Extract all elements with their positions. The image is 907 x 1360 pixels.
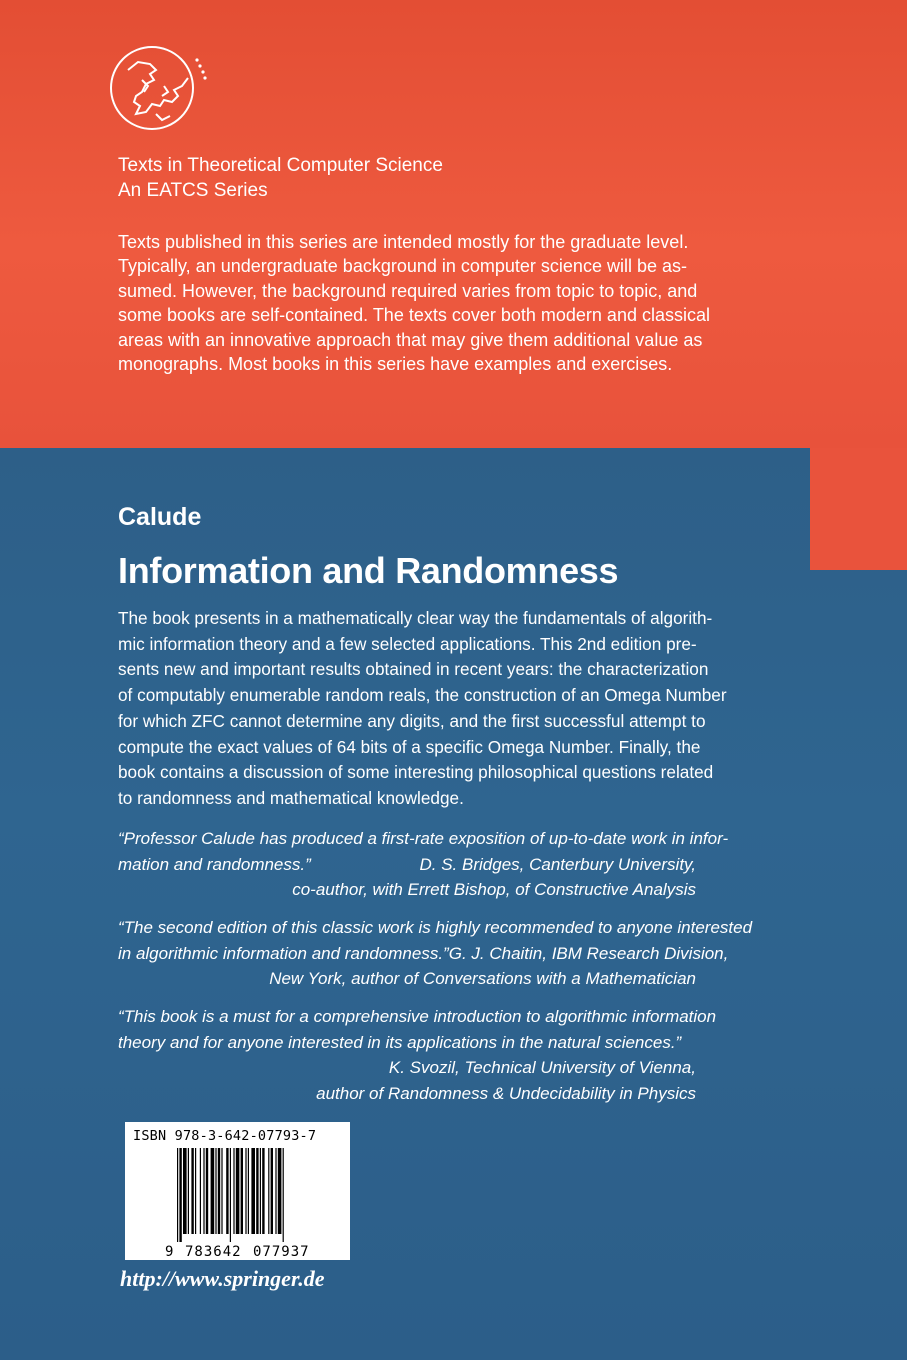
isbn-barcode — [125, 1122, 350, 1260]
book-author: Calude — [118, 503, 202, 531]
barcode-bar — [195, 1148, 196, 1234]
review-quote-bridges — [118, 826, 729, 903]
review-quote-svozil — [118, 1004, 717, 1106]
series-blurb — [118, 230, 710, 376]
quote-line-row — [118, 941, 729, 967]
quote-attribution: K. Svozil, Technical University of Vienna, — [388, 1058, 696, 1077]
quote-line-row — [118, 852, 696, 878]
barcode-bar — [188, 1148, 189, 1234]
barcode-digits-left: 783642 — [185, 1244, 242, 1260]
barcode-bar — [177, 1148, 178, 1242]
description-line: of computably enumerable random reals, the construction of an Omega Number — [118, 685, 727, 706]
blurb-line: Texts published in this series are intended mostly for the graduate level. — [118, 232, 689, 252]
barcode-bar — [278, 1148, 282, 1234]
quote-line: “The second edition of this classic work is highly recommended to anyone interested — [118, 918, 753, 937]
quote-line: theory and for anyone interested in its applications in the natural sciences.” — [118, 1032, 682, 1052]
description-line: for which ZFC cannot determine any digits, and the first successful attempt to — [118, 710, 706, 731]
blurb-line: sumed. However, the background required varies from topic to topic, and — [118, 280, 698, 301]
blurb-line: areas with an innovative approach that may give them additional value as — [118, 329, 703, 350]
quote-attribution: co-author, with Errett Bishop, of Constructive Analysis — [292, 880, 696, 899]
publisher-url[interactable]: http://www.springer.de — [120, 1266, 325, 1291]
blurb-line: some books are self-contained. The texts cover both modern and classical — [118, 305, 710, 326]
barcode-bar — [200, 1148, 201, 1234]
barcode-bar — [268, 1148, 269, 1234]
quote-line: “This book is a must for a comprehensive introduction to algorithmic information — [118, 1007, 717, 1026]
series-heading — [118, 153, 443, 203]
orange-step-accent — [810, 448, 907, 570]
barcode-bar — [218, 1148, 220, 1234]
barcode-bar — [236, 1148, 240, 1234]
barcode-bar — [233, 1148, 234, 1234]
barcode-bar — [191, 1148, 193, 1234]
barcode-bar — [241, 1148, 243, 1234]
barcode-bar — [262, 1148, 264, 1234]
blurb-line: monographs. Most books in this series have examples and exercises. — [118, 354, 673, 375]
barcode-bar — [256, 1148, 258, 1234]
description-line: book contains a discussion of some interesting philosophical questions related — [118, 762, 714, 783]
isbn-label: ISBN 978-3-642-07793-7 — [133, 1128, 317, 1144]
barcode-bar — [211, 1148, 215, 1234]
description-line: mic information theory and a few selected applications. This 2nd edition pre- — [118, 633, 697, 654]
barcode-bar — [248, 1148, 249, 1234]
barcode-bar — [230, 1148, 231, 1242]
quote-line: in algorithmic information and randomness.” — [118, 943, 449, 963]
barcode-digits-right: 077937 — [253, 1244, 310, 1260]
barcode-bar — [251, 1148, 255, 1234]
description-line: sents new and important results obtained in recent years: the characterization — [118, 659, 709, 680]
quote-attribution: G. J. Chaitin, IBM Research Division, — [448, 943, 729, 963]
quote-line: “Professor Calude has produced a first-rate exposition of up-to-date work in infor- — [118, 829, 729, 848]
eatcs-logo-icon — [106, 40, 216, 140]
barcode-bar — [283, 1148, 284, 1242]
description-line: compute the exact values of 64 bits of a specific Omega Number. Finally, the — [118, 736, 701, 757]
description-line: to randomness and mathematical knowledge. — [118, 787, 464, 808]
series-name: Texts in Theoretical Computer Science — [118, 155, 443, 176]
barcode-digit-lead: 9 — [165, 1244, 174, 1260]
barcode-bar — [271, 1148, 273, 1234]
book-title: Information and Randomness — [118, 550, 619, 591]
series-subtitle: An EATCS Series — [118, 180, 268, 201]
description-line: The book presents in a mathematically clear way the fundamentals of algorith- — [118, 608, 713, 628]
barcode-bar — [221, 1148, 222, 1234]
blurb-line: Typically, an undergraduate background in computer science will be as- — [118, 256, 687, 277]
quote-line: mation and randomness.” — [118, 854, 311, 874]
barcode-bar — [183, 1148, 187, 1234]
barcode-bars-icon — [125, 1146, 350, 1260]
barcode-bar — [245, 1148, 246, 1234]
quote-attribution: New York, author of Conversations with a Mathematician — [269, 969, 696, 988]
barcode-bar — [215, 1148, 216, 1234]
quote-attribution: D. S. Bridges, Canterbury University, — [419, 854, 696, 874]
review-quote-chaitin — [118, 915, 753, 992]
book-description — [118, 606, 727, 812]
quote-attribution: author of Randomness & Undecidability in Physics — [316, 1083, 696, 1103]
barcode-bar — [206, 1148, 208, 1234]
barcode-bar — [275, 1148, 276, 1234]
barcode-bar — [203, 1148, 204, 1234]
barcode-bar — [179, 1148, 181, 1242]
barcode-bar — [226, 1148, 228, 1234]
barcode-bar — [260, 1148, 261, 1234]
